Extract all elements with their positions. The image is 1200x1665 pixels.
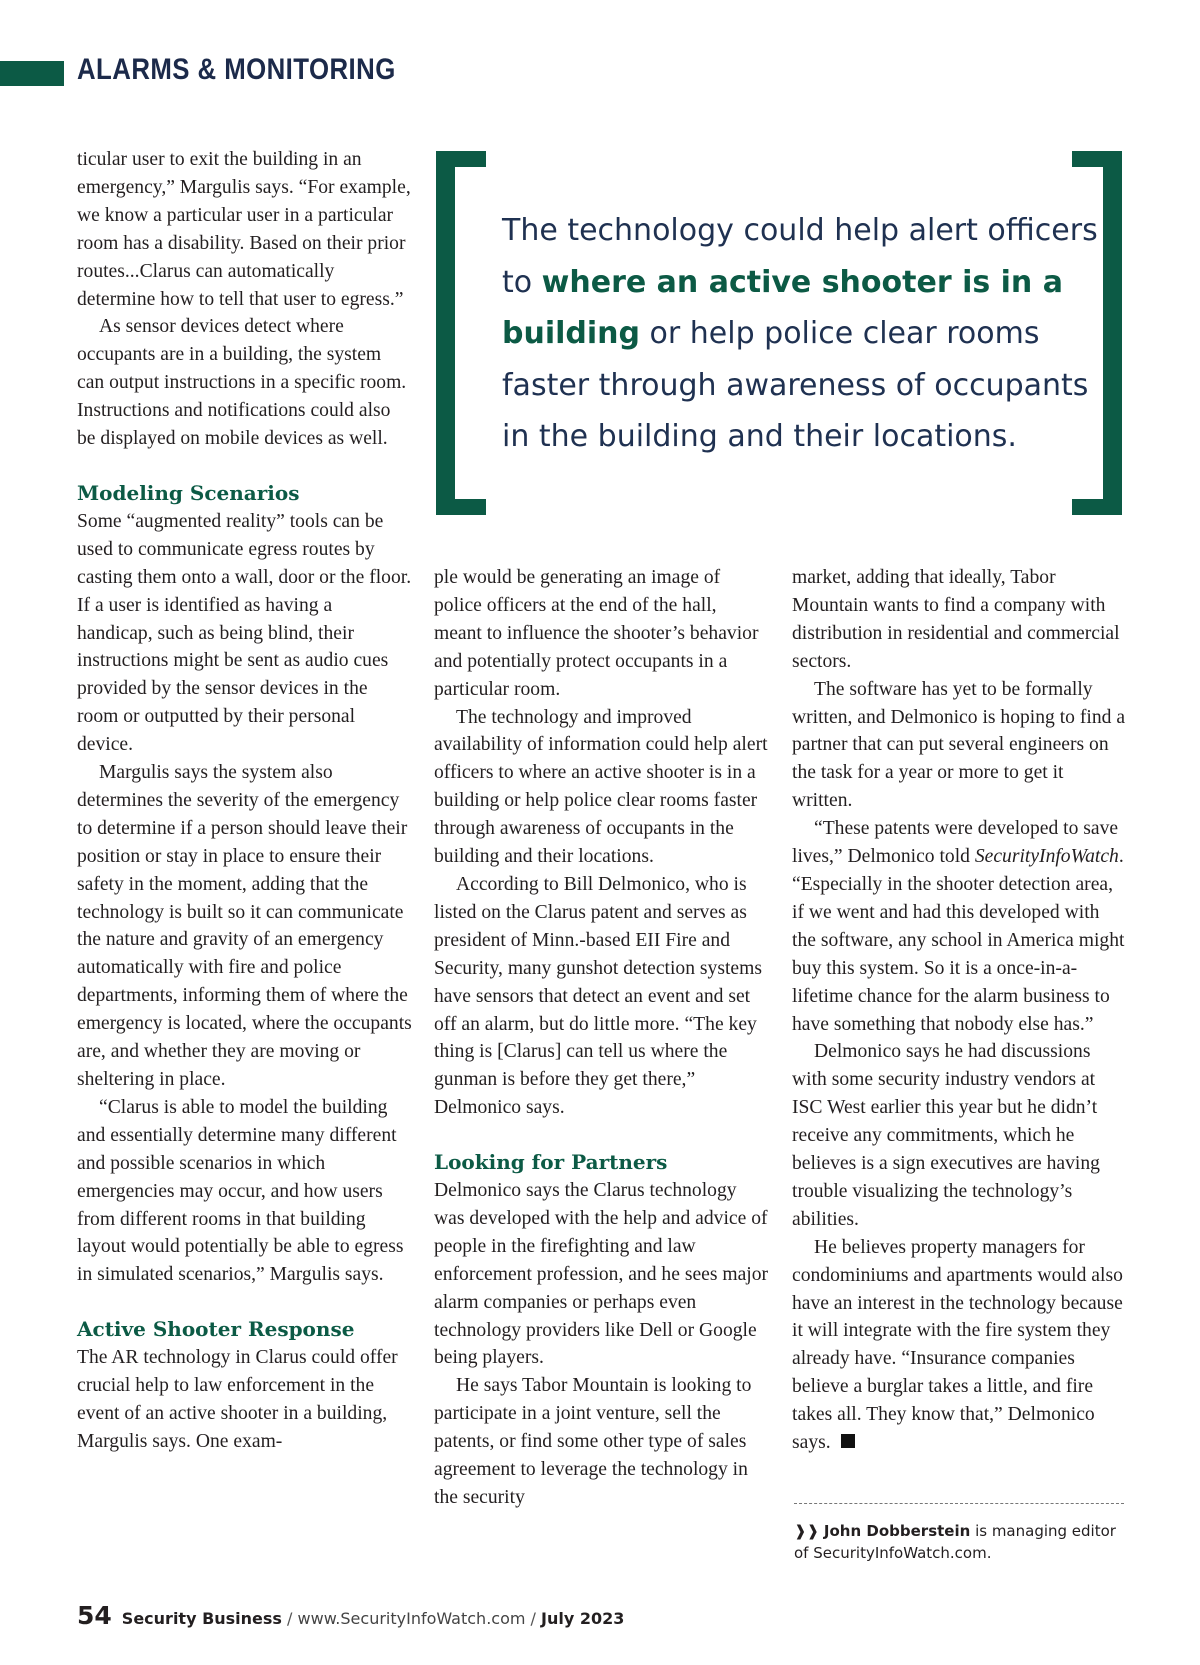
article-column-3 bbox=[792, 564, 1127, 1457]
subhead-modeling-scenarios: Modeling Scenarios bbox=[77, 480, 300, 505]
bio-marker-icon: ❱❱ bbox=[794, 1522, 820, 1540]
author-bio bbox=[794, 1520, 1129, 1564]
pullquote-left-bracket bbox=[436, 151, 486, 515]
paragraph-text: He believes property managers for condominiums and apartments would also have an interest in the technology because it will integrate with the fire system they already have. “Insurance companies believe a burglar takes a little, and fire takes all. They know that,” Delmonico says. bbox=[792, 1236, 1123, 1454]
author-name: John Dobberstein bbox=[823, 1522, 971, 1540]
author-bio-text: is managing editor of SecurityInfoWatch.com. bbox=[794, 1522, 1116, 1562]
paragraph: He says Tabor Mountain is looking to participate in a joint venture, sell the patents, or find some other type of sales agreement to leverage the technology in the security bbox=[434, 1375, 752, 1508]
pullquote-text: The technology could help alert officers to bbox=[502, 213, 1098, 300]
publication-title: Security Business bbox=[121, 1609, 282, 1628]
paragraph bbox=[792, 815, 1127, 1038]
paragraph: Delmonico says the Clarus technology was developed with the help and advice of people in the firefighting and law enforcement profession, and he sees major alarm companies or perhaps even technology providers like Dell or Google being players. bbox=[434, 1180, 769, 1369]
publication-name: SecurityInfoWatch bbox=[974, 846, 1119, 868]
end-of-article-square-icon bbox=[841, 1434, 855, 1448]
paragraph-text: . “Especially in the shooter detection area, if we went and had this developed with the software, any school in America might buy this system. So it is a once-in-a-lifetime chance for the alarm business to have something that nobody else has.” bbox=[792, 846, 1125, 1035]
footer-separator: / bbox=[281, 1609, 298, 1628]
article-column-2 bbox=[434, 564, 769, 1512]
footer-url: www.SecurityInfoWatch.com bbox=[297, 1609, 526, 1628]
page-number: 54 bbox=[77, 1601, 112, 1630]
subhead-looking-for-partners: Looking for Partners bbox=[434, 1150, 668, 1175]
pullquote-emphasis: where an active shooter is in a building bbox=[502, 264, 1063, 351]
subhead-active-shooter-response: Active Shooter Response bbox=[77, 1317, 355, 1342]
paragraph: The technology and improved availability of information could help alert officers to where an active shooter is in a building or help police clear rooms faster through awareness of occupants in the building and their locations. bbox=[434, 706, 768, 868]
paragraph: ticular user to exit the building in an emergency,” Margulis says. “For example, we know a particular user in a particular room has a disability. Based on their prior routes...Clarus can automatically determine how to tell that user to egress.” bbox=[77, 149, 411, 310]
paragraph: As sensor devices detect where occupants are in a building, the system can output instructions in a specific room. Instructions and notifications could also be displayed on mobile devices as well. bbox=[77, 316, 407, 450]
section-color-bar bbox=[0, 61, 64, 86]
paragraph: The software has yet to be formally written, and Delmonico is hoping to find a partner that can put several engineers on the task for a year or more to get it written. bbox=[792, 678, 1126, 812]
paragraph bbox=[792, 1234, 1127, 1457]
paragraph: Delmonico says he had discussions with some security industry vendors at ISC West earlier this year but he didn’t receive any commitments, which he believes is a sign executives are having trouble visualizing the technology’s abilities. bbox=[792, 1041, 1100, 1230]
article-column-1 bbox=[77, 146, 412, 1456]
footer-separator: / bbox=[525, 1609, 542, 1628]
paragraph-text: “These patents were developed to save lives,” Delmonico told bbox=[792, 818, 1119, 868]
paragraph: market, adding that ideally, Tabor Mountain wants to find a company with distribution in residential and commercial sectors. bbox=[792, 567, 1120, 672]
section-title: ALARMS & MONITORING bbox=[77, 53, 396, 86]
pullquote bbox=[502, 205, 1102, 463]
paragraph: The AR technology in Clarus could offer crucial help to law enforcement in the event of an active shooter in a building, Margulis says. One exam- bbox=[77, 1347, 398, 1452]
issue-date: July 2023 bbox=[541, 1609, 625, 1628]
paragraph: “Clarus is able to model the building and essentially determine many different and possible scenarios in which emergencies may occur, and how users from different rooms in that building layout would potentially be able to egress in simulated scenarios,” Margulis says. bbox=[77, 1096, 404, 1286]
paragraph: According to Bill Delmonico, who is listed on the Clarus patent and serves as president of Minn.-based EII Fire and Security, many gunshot detection systems have sensors that detect an event and set off an alarm, but do little more. “The key thing is [Clarus] can tell us where the gunman is before they get there,” Delmonico says. bbox=[434, 873, 762, 1119]
paragraph: Some “augmented reality” tools can be used to communicate egress routes by casting them onto a wall, door or the floor. If a user is identified as having a handicap, such as being blind, their instructions might be sent as audio cues provided by the sensor devices in the room or outputted by their personal device. bbox=[77, 510, 412, 756]
pullquote-text: or help police clear rooms faster through awareness of occupants in the building and their locations. bbox=[502, 316, 1089, 454]
page-footer bbox=[77, 1601, 624, 1630]
paragraph: ple would be generating an image of police officers at the end of the hall, meant to influence the shooter’s behavior and potentially protect occupants in a particular room. bbox=[434, 567, 759, 700]
bio-divider bbox=[794, 1503, 1124, 1504]
paragraph: Margulis says the system also determines the severity of the emergency to determine if a person should leave their position or stay in place to ensure their safety in the moment, adding that the technology is built so it can communicate the nature and gravity of an emergency automatically with fire and police departments, informing them of where the emergency is located, where the occupants are, and whether they are moving or sheltering in place. bbox=[77, 762, 412, 1090]
